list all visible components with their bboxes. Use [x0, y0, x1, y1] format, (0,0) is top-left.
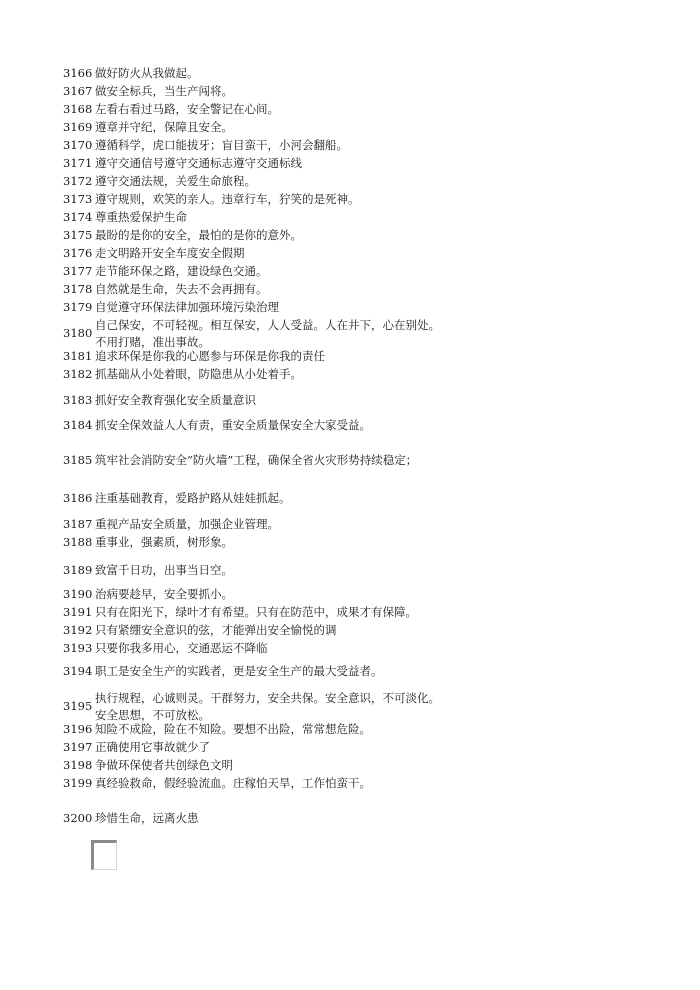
entry-text: 遵守规则，欢笑的亲人。违章行车，狞笑的是死神。 — [95, 192, 360, 206]
entry-number: 3190 — [63, 587, 93, 601]
entry-text: 做好防火从我做起。 — [95, 66, 199, 80]
entry-text: 知险不成险，险在不知险。要想不出险，常常想危险。 — [95, 722, 371, 736]
entry-number: 3182 — [63, 367, 93, 381]
entry-text: 珍惜生命，远离火患 — [95, 811, 199, 825]
entry-number: 3175 — [63, 228, 93, 242]
entry-number: 3191 — [63, 605, 93, 619]
entry-text: 遵守交通信号遵守交通标志遵守交通标线 — [95, 156, 302, 170]
entry-text: 治病要趁早，安全要抓小。 — [95, 587, 233, 601]
entry-number: 3166 — [63, 66, 93, 80]
entry-number: 3193 — [63, 641, 93, 655]
entry-number: 3187 — [63, 517, 93, 531]
entry-number: 3184 — [63, 418, 93, 432]
entry-number: 3185 — [63, 453, 93, 467]
entry-text: 真经验救命，假经验流血。庄稼怕天旱，工作怕蛮干。 — [95, 776, 371, 790]
entry-number: 3194 — [63, 664, 93, 678]
entry-text: 只有紧绷安全意识的弦，才能弹出安全愉悦的调 — [95, 623, 337, 637]
entry-number: 3174 — [63, 210, 93, 224]
entry-number: 3192 — [63, 623, 93, 637]
entry-text: 筑牢社会消防安全“防火墙”工程，确保全省火灾形势持续稳定； — [95, 453, 418, 467]
entry-text: 做安全标兵，当生产闯将。 — [95, 84, 233, 98]
entry-number: 3173 — [63, 192, 93, 206]
entry-text: 正确使用它事故就少了 — [95, 740, 210, 754]
entry-text: 尊重热爱保护生命 — [95, 210, 187, 224]
entry-text: 不用打赌，准出事故。 — [95, 335, 210, 349]
entry-number: 3171 — [63, 156, 93, 170]
entry-number: 3172 — [63, 174, 93, 188]
entry-text: 重视产品安全质量，加强企业管理。 — [95, 517, 279, 531]
entry-text: 致富千日功，出事当日空。 — [95, 563, 233, 577]
entry-text: 争做环保使者共创绿色文明 — [95, 758, 233, 772]
entry-number: 3181 — [63, 349, 93, 363]
entry-text: 只要你我多用心，交通恶运不降临 — [95, 641, 268, 655]
entry-number: 3179 — [63, 300, 93, 314]
entry-text: 追求环保是你我的心愿参与环保是你我的责任 — [95, 349, 325, 363]
entry-number: 3167 — [63, 84, 93, 98]
entry-number: 3169 — [63, 120, 93, 134]
entry-text: 遵守交通法规，关爱生命旅程。 — [95, 174, 256, 188]
entry-text: 职工是安全生产的实践者，更是安全生产的最大受益者。 — [95, 664, 383, 678]
entry-text: 自己保安，不可轻视。相互保安，人人受益。人在井下，心在别处。 — [95, 318, 440, 332]
entry-text: 抓基础从小处着眼，防隐患从小处着手。 — [95, 367, 302, 381]
entry-number: 3188 — [63, 535, 93, 549]
entry-number: 3200 — [63, 811, 93, 825]
page-corner-mark — [91, 840, 117, 870]
entry-number: 3170 — [63, 138, 93, 152]
entry-text: 走文明路开安全车度安全假期 — [95, 246, 245, 260]
entry-text: 最盼的是你的安全，最怕的是你的意外。 — [95, 228, 302, 242]
entry-text: 遵章并守纪，保障且安全。 — [95, 120, 233, 134]
entry-text: 注重基础教育，爱路护路从娃娃抓起。 — [95, 491, 291, 505]
entry-number: 3197 — [63, 740, 93, 754]
entry-number: 3176 — [63, 246, 93, 260]
entry-number: 3189 — [63, 563, 93, 577]
entry-text: 自觉遵守环保法律加强环境污染治理 — [95, 300, 279, 314]
entry-text: 重事业，强素质，树形象。 — [95, 535, 233, 549]
entry-text: 遵循科学，虎口能拔牙；盲目蛮干，小河会翻船。 — [95, 138, 348, 152]
entry-number: 3180 — [63, 326, 93, 340]
entry-number: 3178 — [63, 282, 93, 296]
entry-number: 3183 — [63, 393, 93, 407]
entry-text: 抓安全保效益人人有责，重安全质量保安全大家受益。 — [95, 418, 371, 432]
entry-text: 自然就是生命，失去不会再拥有。 — [95, 282, 268, 296]
entry-number: 3199 — [63, 776, 93, 790]
entry-text: 抓好安全教育强化安全质量意识 — [95, 393, 256, 407]
entry-number: 3186 — [63, 491, 93, 505]
entry-number: 3177 — [63, 264, 93, 278]
entry-number: 3198 — [63, 758, 93, 772]
entry-text: 左看右看过马路，安全警记在心间。 — [95, 102, 279, 116]
entry-number: 3168 — [63, 102, 93, 116]
entry-text: 只有在阳光下，绿叶才有希望。只有在防范中，成果才有保障。 — [95, 605, 417, 619]
entry-text: 走节能环保之路，建设绿色交通。 — [95, 264, 268, 278]
entry-number: 3195 — [63, 699, 93, 713]
entry-text: 执行规程，心诚则灵。干群努力，安全共保。安全意识，不可淡化。 — [95, 691, 440, 705]
entry-text: 安全思想，不可放松。 — [95, 708, 210, 722]
entry-number: 3196 — [63, 722, 93, 736]
